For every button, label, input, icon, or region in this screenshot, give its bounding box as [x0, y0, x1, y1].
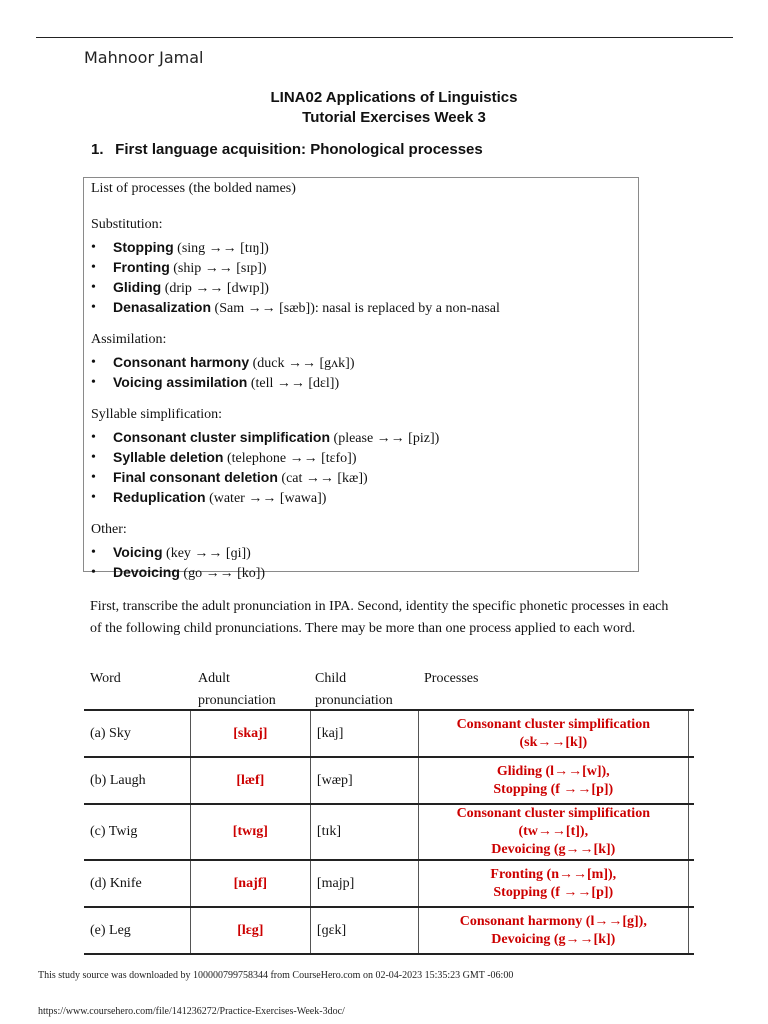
process-example: (water →→ [wawa]) [205, 491, 327, 506]
process-name: Final consonant deletion [113, 469, 278, 485]
word-cell: (d) Knife [84, 860, 190, 907]
adult-pronunciation-cell: [lɛg] [190, 907, 310, 954]
bullet-icon: • [91, 430, 96, 445]
document-title [84, 88, 704, 128]
process-group-label: Substitution: [91, 217, 163, 232]
bullet-icon: • [91, 355, 96, 370]
process-name: Fronting [113, 259, 170, 275]
process-groups [91, 215, 631, 583]
process-name: Syllable deletion [113, 449, 224, 465]
bullet-icon: • [91, 300, 96, 315]
process-item [91, 543, 631, 563]
process-example: (ship →→ [sɪp]) [169, 261, 267, 276]
process-group [91, 405, 631, 508]
process-line: Consonant cluster simplification [456, 806, 650, 821]
process-example: (drip →→ [dwɪp]) [161, 281, 269, 296]
child-pronunciation-cell: [ɡɛk] [310, 907, 418, 954]
bullet-icon: • [91, 470, 96, 485]
process-item [91, 468, 631, 488]
header-rule [36, 37, 733, 38]
process-name: Devoicing [113, 564, 180, 580]
section-title: First language acquisition: Phonological processes [115, 141, 483, 158]
adult-pronunciation-cell: [twɪg] [190, 804, 310, 860]
table-row [84, 804, 694, 860]
process-name: Voicing [113, 544, 163, 560]
process-group-label: Assimilation: [91, 332, 167, 347]
process-group [91, 330, 631, 393]
process-line: Devoicing (g→→[k]) [491, 842, 616, 857]
header-word: Word [90, 671, 121, 686]
child-pronunciation-cell: [wæp] [310, 757, 418, 804]
process-list [91, 428, 631, 508]
header-processes: Processes [424, 671, 479, 686]
process-example: (please →→ [piz]) [330, 431, 440, 446]
process-line: Gliding (l→→[w]), [496, 763, 610, 779]
process-name: Reduplication [113, 489, 206, 505]
process-line: Consonant cluster simplification [456, 716, 650, 732]
child-pronunciation-cell: [tɪk] [310, 804, 418, 860]
table-row [84, 907, 694, 954]
process-item [91, 448, 631, 468]
instructions: First, transcribe the adult pronunciation in IPA. Second, identity the specific phonetic processes in each of the following child pronunciations. There may be more than one process applied to each word. [90, 599, 669, 636]
process-example: (go →→ [ko]) [179, 566, 266, 581]
process-list-box [83, 177, 639, 581]
process-example: (cat →→ [kæ]) [277, 471, 368, 486]
title-subtitle: Tutorial Exercises Week 3 [302, 109, 486, 126]
process-list-intro: List of processes (the bolded names) [91, 181, 296, 196]
word-cell: (e) Leg [84, 907, 190, 954]
process-item [91, 258, 631, 278]
process-item [91, 428, 631, 448]
title-course: LINA02 Applications of Linguistics [270, 89, 518, 106]
bullet-icon: • [91, 240, 96, 255]
adult-pronunciation-cell: [læf] [190, 757, 310, 804]
process-example: (key →→ [ɡi]) [162, 546, 251, 561]
process-name: Denasalization [113, 299, 212, 315]
bullet-icon: • [91, 450, 96, 465]
process-name: Voicing assimilation [113, 374, 248, 390]
processes-cell [418, 757, 688, 804]
author-name: Mahnoor Jamal [84, 48, 204, 67]
process-item [91, 563, 631, 583]
process-line: (sk→→[k]) [519, 734, 588, 750]
header-adult: Adult pronunciation [198, 671, 276, 708]
header-child: Child pronunciation [315, 671, 393, 708]
row-spacer [688, 710, 694, 757]
process-list [91, 353, 631, 393]
source-url[interactable]: https://www.coursehero.com/file/141236272/Practice-Exercises-Week-3doc/ [38, 1006, 345, 1017]
process-example: (duck →→ [gʌk]) [249, 356, 355, 371]
bullet-icon: • [91, 375, 96, 390]
process-name: Consonant cluster simplification [113, 429, 331, 445]
process-item [91, 278, 631, 298]
process-line: Stopping (f →→[p]) [493, 781, 614, 797]
child-pronunciation-cell: [majp] [310, 860, 418, 907]
row-spacer [688, 860, 694, 907]
table-row [84, 860, 694, 907]
process-group-label: Syllable simplification: [91, 407, 223, 422]
child-pronunciation-cell: [kaj] [310, 710, 418, 757]
process-line: Fronting (n→→[m]), [490, 866, 617, 882]
processes-cell [418, 804, 688, 860]
process-example: (telephone →→ [tɛfo]) [223, 451, 357, 466]
process-name: Gliding [113, 279, 162, 295]
process-line: Consonant harmony (l→→[g]), [459, 913, 647, 929]
processes-cell [418, 860, 688, 907]
row-spacer [688, 757, 694, 804]
process-group [91, 520, 631, 583]
section-number: 1. [91, 141, 104, 158]
process-item [91, 353, 631, 373]
section-heading [91, 141, 483, 158]
bullet-icon: • [91, 280, 96, 295]
process-line: Stopping (f →→[p]) [493, 884, 614, 900]
process-example: (Sam →→ [sæb]): nasal is replaced by a non-nasal [211, 301, 500, 316]
bullet-icon: • [91, 545, 96, 560]
process-example: (tell →→ [dɛl]) [247, 376, 340, 391]
process-item [91, 373, 631, 393]
table-row [84, 757, 694, 804]
exercise-table [84, 709, 694, 955]
process-name: Stopping [113, 239, 174, 255]
process-item [91, 298, 631, 318]
process-list [91, 543, 631, 583]
bullet-icon: • [91, 260, 96, 275]
process-line: Devoicing (g→→[k]) [491, 931, 616, 947]
process-group [91, 215, 631, 318]
process-name: Consonant harmony [113, 354, 250, 370]
download-notice: This study source was downloaded by 100000799758344 from CourseHero.com on 02-04-2023 15:35:23 GMT -06:00 [38, 970, 514, 981]
process-list [91, 238, 631, 318]
processes-cell [418, 710, 688, 757]
word-cell: (c) Twig [84, 804, 190, 860]
process-item [91, 488, 631, 508]
row-spacer [688, 804, 694, 860]
row-spacer [688, 907, 694, 954]
bullet-icon: • [91, 490, 96, 505]
word-cell: (b) Laugh [84, 757, 190, 804]
process-item [91, 238, 631, 258]
process-group-label: Other: [91, 522, 127, 537]
table-row [84, 710, 694, 757]
adult-pronunciation-cell: [skaj] [190, 710, 310, 757]
word-cell: (a) Sky [84, 710, 190, 757]
adult-pronunciation-cell: [najf] [190, 860, 310, 907]
processes-cell [418, 907, 688, 954]
process-line: (tw→→[t]), [518, 824, 589, 839]
bullet-icon: • [91, 565, 96, 580]
process-example: (sing →→ [tɪŋ]) [173, 241, 269, 256]
